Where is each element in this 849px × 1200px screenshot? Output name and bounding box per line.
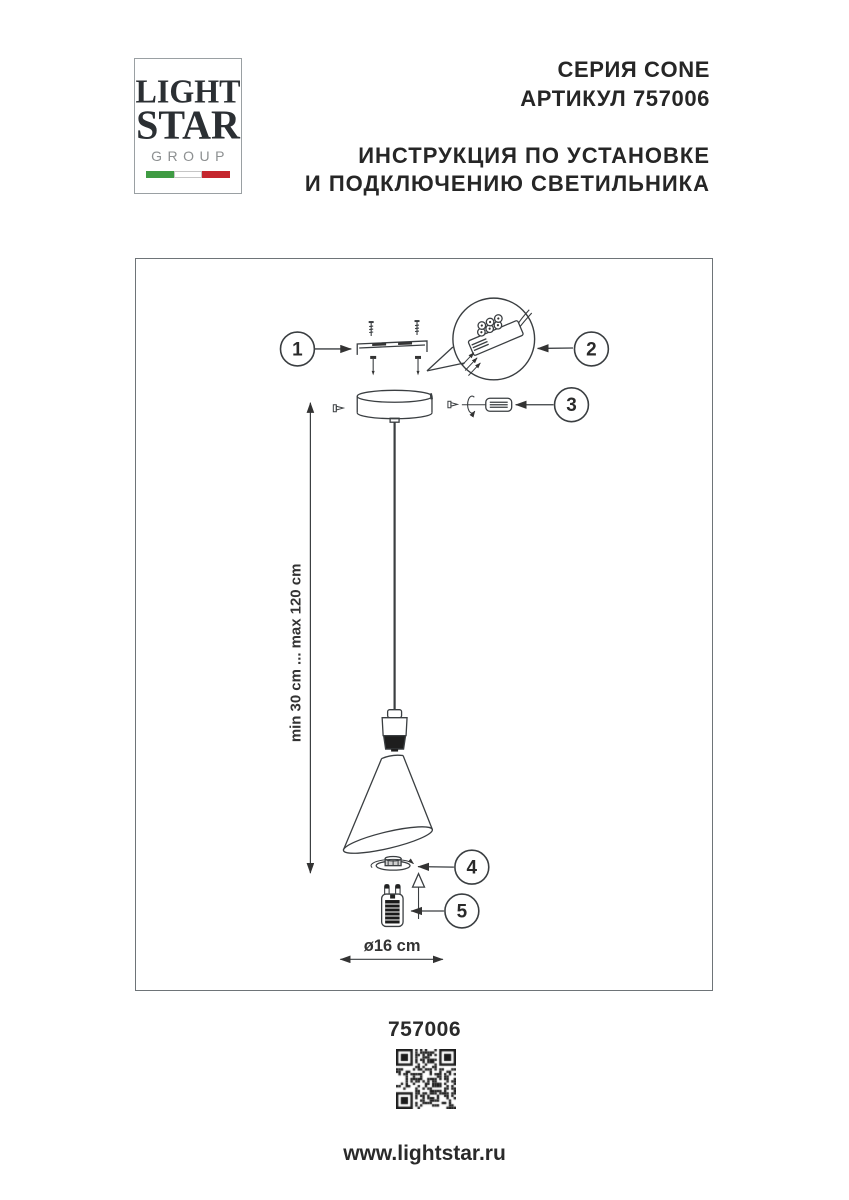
instruction-title-line2: И ПОДКЛЮЧЕНИЮ СВЕТИЛЬНИКА bbox=[304, 171, 710, 196]
halogen-bulb bbox=[382, 885, 403, 927]
header bbox=[305, 55, 710, 198]
website-url: www.lightstar.ru bbox=[343, 1142, 506, 1165]
mounting-bracket bbox=[357, 341, 427, 355]
instruction-title bbox=[305, 142, 710, 198]
diameter-dimension bbox=[340, 937, 443, 959]
series-label: СЕРИЯ CONE bbox=[557, 57, 710, 82]
bracket-screws bbox=[369, 321, 421, 375]
callout-1-number: 1 bbox=[292, 339, 303, 361]
diagram-svg bbox=[136, 259, 712, 990]
canopy-side-screw-left bbox=[333, 405, 343, 412]
fixing-ring bbox=[371, 856, 414, 870]
cone-shade bbox=[342, 755, 435, 858]
canopy-side-screw-right bbox=[448, 401, 457, 407]
height-dimension bbox=[287, 403, 310, 873]
lightstar-logo bbox=[134, 58, 242, 194]
ceiling-canopy bbox=[357, 390, 432, 422]
flag-white-segment bbox=[174, 171, 202, 178]
qr-code bbox=[396, 1049, 456, 1109]
callout-5-number: 5 bbox=[456, 901, 468, 923]
diameter-dimension-label: ø16 cm bbox=[363, 936, 421, 955]
callout-1 bbox=[280, 332, 314, 366]
flag-green-segment bbox=[146, 171, 174, 178]
callout-3 bbox=[555, 388, 589, 422]
footer-article-number: 757006 bbox=[387, 1018, 462, 1041]
installation-diagram bbox=[135, 258, 713, 991]
logo-word-light: LIGHT bbox=[135, 72, 241, 110]
callout-3-number: 3 bbox=[566, 395, 577, 417]
flag-red-segment bbox=[202, 171, 230, 178]
instruction-title-line1: ИНСТРУКЦИЯ ПО УСТАНОВКЕ bbox=[358, 143, 710, 169]
callout-2-number: 2 bbox=[586, 339, 597, 361]
logo-word-star: STAR bbox=[136, 101, 240, 148]
logo-word-group: GROUP bbox=[151, 147, 230, 164]
callout-5 bbox=[445, 894, 479, 928]
callout-4-number: 4 bbox=[466, 857, 478, 879]
grub-screw bbox=[462, 396, 512, 413]
insert-direction-arrow bbox=[413, 874, 425, 919]
italian-flag-bar bbox=[146, 171, 230, 178]
callout-4 bbox=[455, 850, 489, 884]
terminal-block-detail bbox=[427, 298, 545, 380]
height-dimension-label: min 30 cm ... max 120 cm bbox=[287, 563, 305, 743]
lamp-socket bbox=[382, 710, 407, 752]
callout-2 bbox=[574, 332, 608, 366]
article-label: АРТИКУЛ 757006 bbox=[520, 86, 710, 112]
